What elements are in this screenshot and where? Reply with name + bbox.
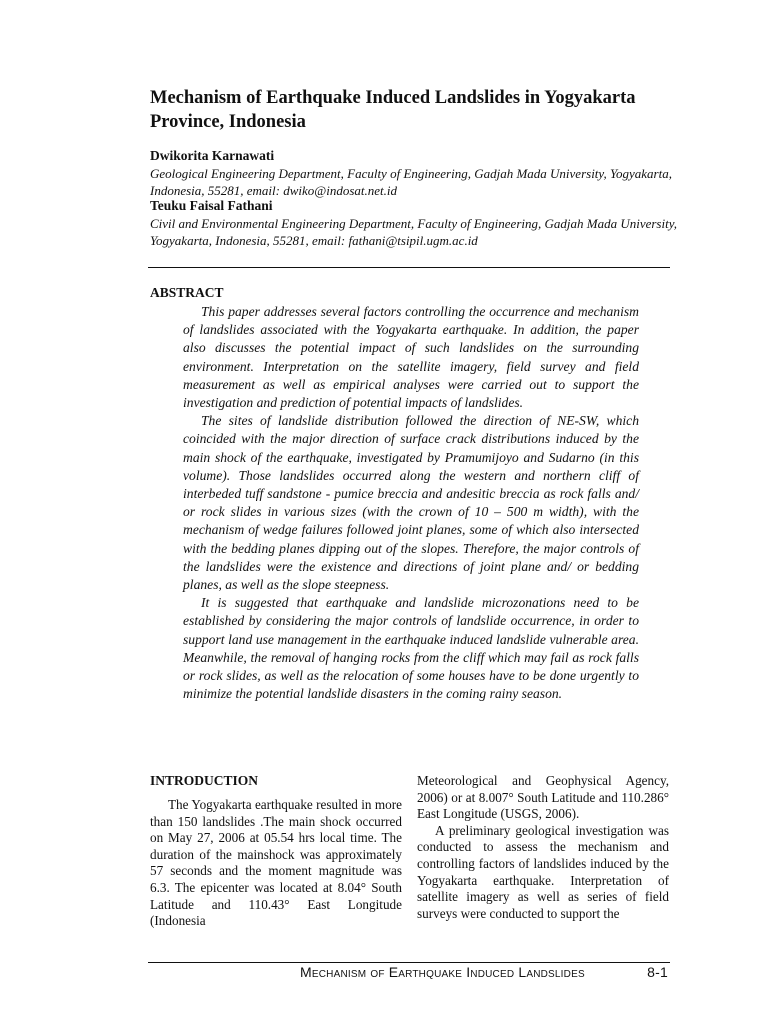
body-paragraph: A preliminary geological investigation was conducted to assess the mechanism and controlling factors of landslides induced by the Yogyakarta earthquake. Interpretation of satellite imagery as well as series of field surveys were conducted to support the [417, 822, 669, 921]
body-paragraph: The Yogyakarta earthquake resulted in more than 150 landslides .The main shock occurred on May 27, 2006 at 05.54 hrs local time. The duration of the mainshock was approximately 57 seconds and the moment magnitude was 6.3. The epicenter was located at 8.04° South Latitude and 110.43° East Longitude (Indonesia [150, 797, 402, 929]
body-column-left [150, 797, 402, 930]
header-divider [148, 267, 670, 268]
page-footer [300, 964, 670, 980]
author-name-2: Teuku Faisal Fathani [150, 198, 273, 213]
body-paragraph-continued: Meteorological and Geophysical Agency, 2006) or at 8.007° South Latitude and 110.286° East Longitude (USGS, 2006). [417, 773, 669, 822]
running-title: Mechanism of Earthquake Induced Landslides [300, 964, 585, 980]
abstract-paragraph: It is suggested that earthquake and landslide microzonations need to be established by considering the major controls of landslide occurrence, in order to support land use management in the earthquake induced landslide vulnerable area. Meanwhile, the removal of hanging rocks from the cliff which may fail as rock falls or rock slides, as well as the relocation of some houses have to be done urgently to minimize the potential landslide disasters in the coming rainy season. [183, 595, 639, 702]
abstract-paragraph: This paper addresses several factors controlling the occurrence and mechanism of landslides associated with the Yogyakarta earthquake. In addition, the paper also discusses the potential impact of such landslides on the surrounding environment. Interpretation on the satellite imagery, field survey and field measurement as well as empirical analyses were carried out to support the investigation and prediction of potential impacts of landslides. [183, 304, 639, 411]
author-affiliation-2: Civil and Environmental Engineering Department, Faculty of Engineering, Gadjah Mada University, Yogyakarta, Indonesia, 55281, email: fathani@tsipil.ugm.ac.id [150, 216, 678, 248]
abstract-body [183, 303, 639, 703]
paper-title: Mechanism of Earthquake Induced Landslides in Yogyakarta Province, Indonesia [150, 88, 636, 132]
abstract-paragraph: The sites of landslide distribution followed the direction of NE-SW, which coincided with the major direction of surface crack distributions induced by the main shock of the earthquake, investigated by Pramumijoyo and Sudarno (in this volume). Those landslides occurred along the western and northern cliff of interbeded tuff sandstone - pumice breccia and andesitic breccia as rock falls and/ or rock slides in various sizes (with the crown of 10 – 500 m width), with the mechanism of wedge failures followed joint planes, some of which also intersected with the bedding planes dipping out of the slopes. Therefore, the major controls of the landslides were the existence and directions of joint plane and/ or bedding planes, as well as the slope steepness. [183, 413, 639, 593]
introduction-heading: INTRODUCTION [150, 773, 259, 788]
author-affiliation-1: Geological Engineering Department, Faculty of Engineering, Gadjah Mada University, Yogyakarta, Indonesia, 55281, email: dwiko@indosat.net.id [150, 166, 672, 198]
author-name-1: Dwikorita Karnawati [150, 148, 275, 163]
footer-divider [148, 962, 670, 963]
body-column-right [417, 773, 669, 922]
abstract-heading: ABSTRACT [150, 285, 224, 300]
page-number: 8-1 [647, 964, 668, 980]
